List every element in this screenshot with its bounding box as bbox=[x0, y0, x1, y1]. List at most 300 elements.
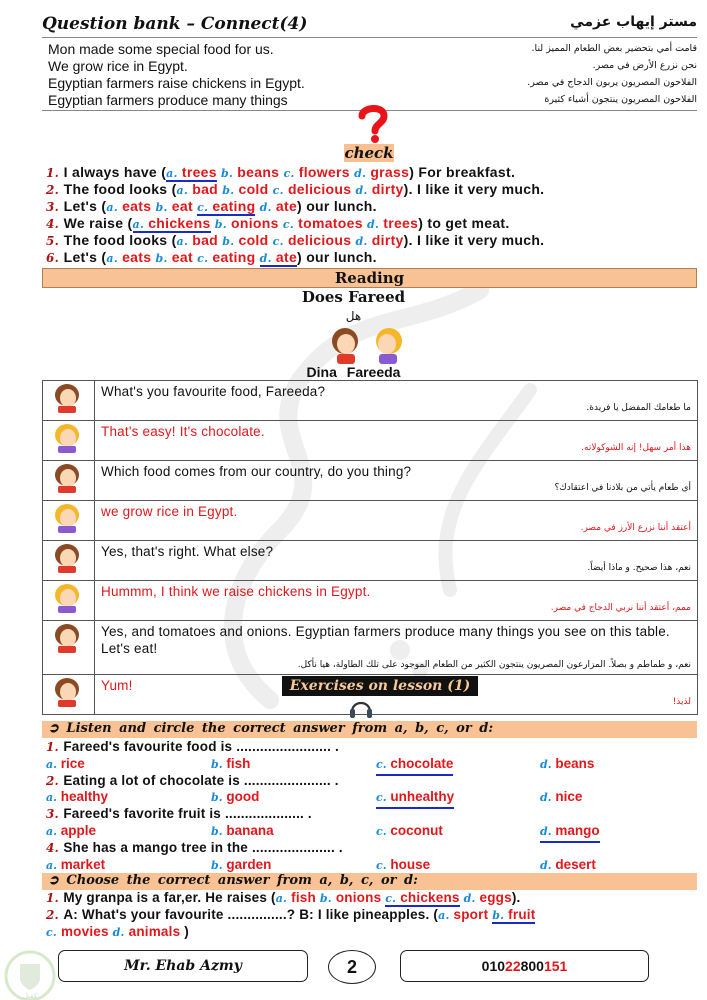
character-names bbox=[0, 364, 707, 380]
vocab-english: Egyptian farmers raise chickens in Egypt. bbox=[48, 74, 305, 91]
answer-option-correct[interactable] bbox=[376, 789, 454, 809]
dialog-text-cell bbox=[95, 421, 698, 461]
option-letter: d. bbox=[540, 858, 556, 872]
answer-option-correct[interactable] bbox=[376, 756, 453, 776]
exercise-question bbox=[46, 890, 696, 907]
option-word: onions bbox=[335, 890, 382, 905]
option-letter: b. bbox=[319, 892, 336, 905]
option-word: trees bbox=[383, 215, 419, 231]
option-word: animals bbox=[128, 923, 181, 939]
answer-option-correct[interactable] bbox=[492, 907, 535, 924]
character-name: Fareeda bbox=[346, 364, 401, 380]
option-word: sport bbox=[453, 906, 489, 922]
option-word: tomatoes bbox=[298, 215, 363, 231]
answer-option[interactable] bbox=[106, 198, 151, 214]
question-text: My granpa is a far,er. He raises bbox=[63, 890, 272, 905]
options-row bbox=[46, 823, 696, 840]
answer-option[interactable] bbox=[376, 823, 443, 841]
question-number: 2. bbox=[46, 907, 64, 922]
dialog-arabic: هذا أمر سهل! إنه الشوكولاته. bbox=[581, 443, 691, 453]
listen-instruction: Listen and circle the correct answer from a, b, c, or d: bbox=[66, 721, 494, 736]
option-word: nice bbox=[555, 789, 583, 805]
dialog-row bbox=[43, 581, 698, 621]
option-word: apple bbox=[60, 822, 97, 838]
option-letter: d. bbox=[355, 235, 372, 248]
answer-option[interactable] bbox=[211, 823, 274, 841]
answer-option[interactable] bbox=[540, 789, 582, 807]
speaker-b-label: B: bbox=[299, 906, 314, 922]
option-letter: a. bbox=[106, 201, 123, 214]
paren-open: ( bbox=[433, 906, 439, 922]
exercises-title: Exercises on lesson (1) bbox=[282, 676, 478, 696]
answer-option[interactable] bbox=[276, 890, 316, 905]
option-word: eats bbox=[122, 198, 152, 214]
dialog-text-cell bbox=[95, 541, 698, 581]
option-word: bad bbox=[192, 181, 219, 197]
speaker-cell bbox=[43, 675, 95, 715]
option-word: unhealthy bbox=[390, 789, 455, 805]
answer-option[interactable] bbox=[320, 890, 381, 905]
answer-option[interactable] bbox=[222, 181, 268, 197]
dialog-english: That's easy! It's chocolate. bbox=[101, 424, 265, 439]
answer-option[interactable] bbox=[46, 756, 85, 774]
option-letter: a. bbox=[46, 791, 61, 805]
option-word: eating bbox=[212, 249, 256, 265]
dina-avatar-icon bbox=[47, 677, 87, 707]
option-word: fish bbox=[226, 755, 251, 771]
question-text: to get meat. bbox=[423, 215, 510, 231]
svg-text:كفيل: كفيل bbox=[22, 992, 38, 1000]
page-number: 2 bbox=[328, 950, 376, 984]
vocab-row bbox=[42, 74, 697, 91]
option-letter: d. bbox=[367, 218, 384, 231]
question-number: 5. bbox=[46, 234, 64, 248]
vocab-arabic: قامت أمي بتحضير بعض الطعام المميز لنا. bbox=[531, 43, 697, 54]
dialog-english: Hummm, I think we raise chickens in Egypt. bbox=[101, 584, 371, 599]
paren-open: ( bbox=[101, 249, 107, 265]
exercise-question bbox=[46, 739, 696, 756]
question-number: 1. bbox=[46, 166, 64, 180]
question-text: our lunch. bbox=[302, 198, 377, 214]
option-letter: d. bbox=[540, 791, 556, 805]
phone-digits: 010 bbox=[481, 958, 506, 974]
option-letter: c. bbox=[283, 167, 299, 180]
option-word: eat bbox=[171, 198, 193, 214]
fareeda-avatar-icon bbox=[47, 503, 87, 533]
option-word: onions bbox=[231, 215, 279, 231]
vocab-row bbox=[42, 57, 697, 74]
option-word: delicious bbox=[287, 232, 352, 248]
page-header bbox=[42, 12, 697, 38]
option-letter: d. bbox=[259, 252, 276, 265]
option-word: eating bbox=[212, 198, 256, 214]
reading-title-arabic: هل bbox=[345, 309, 362, 323]
option-letter: a. bbox=[46, 757, 61, 771]
option-word: trees bbox=[181, 164, 217, 180]
answer-option-correct[interactable] bbox=[166, 164, 217, 182]
headphones-icon bbox=[349, 697, 373, 719]
option-letter: c. bbox=[376, 757, 391, 771]
question-text: I always have bbox=[63, 164, 162, 180]
dialog-arabic: ممم، أعتقد أننا نربي الدجاج في مصر. bbox=[550, 603, 691, 613]
question-text: The food looks bbox=[63, 232, 172, 248]
option-word: chickens bbox=[148, 215, 211, 231]
paren-close: ) bbox=[184, 923, 189, 939]
question-text: I like pineapples. bbox=[313, 906, 434, 922]
option-word: flowers bbox=[298, 164, 350, 180]
check-label: check bbox=[344, 144, 394, 162]
option-word: beans bbox=[555, 755, 595, 771]
option-letter: c. bbox=[272, 235, 288, 248]
speaker-cell bbox=[43, 421, 95, 461]
option-word: dirty bbox=[371, 232, 404, 248]
option-word: movies bbox=[60, 923, 109, 939]
page-title: Question bank – Connect(4) bbox=[42, 14, 308, 34]
dina-avatar-icon bbox=[47, 463, 87, 493]
question-text: Let's bbox=[63, 198, 102, 214]
option-letter: d. bbox=[354, 167, 371, 180]
option-letter: a. bbox=[46, 858, 61, 872]
question-text: For breakfast. bbox=[414, 164, 516, 180]
option-letter: d. bbox=[540, 824, 556, 838]
author-arabic: مستر إيهاب عزمي bbox=[570, 14, 697, 30]
option-word: coconut bbox=[390, 822, 443, 838]
option-word: house bbox=[390, 856, 431, 872]
option-letter: c. bbox=[197, 201, 213, 214]
answer-option[interactable] bbox=[215, 215, 279, 231]
option-letter: a. bbox=[106, 252, 123, 265]
question-number: 1. bbox=[46, 740, 64, 754]
answer-option[interactable] bbox=[156, 198, 193, 214]
paren-close: ) bbox=[403, 181, 409, 197]
answer-option[interactable] bbox=[260, 198, 297, 214]
option-letter: b. bbox=[211, 757, 227, 771]
question-text: our lunch. bbox=[302, 249, 377, 265]
options-row bbox=[46, 789, 696, 806]
speaker-cell bbox=[43, 501, 95, 541]
paren-close: ) bbox=[297, 198, 302, 214]
option-letter: d. bbox=[112, 925, 129, 939]
answer-option[interactable] bbox=[222, 232, 268, 248]
dina-avatar-icon bbox=[332, 328, 358, 364]
option-word: rice bbox=[60, 755, 85, 771]
answer-option[interactable] bbox=[177, 232, 218, 248]
question-text: Eating a lot of chocolate is ...................... . bbox=[63, 772, 339, 788]
option-word: grass bbox=[370, 164, 410, 180]
option-word: chickens bbox=[400, 890, 460, 905]
choose-instruction-band bbox=[42, 873, 697, 890]
answer-option[interactable] bbox=[106, 249, 151, 265]
speaker-cell bbox=[43, 381, 95, 421]
fareeda-avatar-icon bbox=[376, 328, 402, 364]
answer-option[interactable] bbox=[273, 232, 352, 248]
answer-option[interactable] bbox=[367, 215, 418, 231]
dina-avatar-icon bbox=[47, 383, 87, 413]
answer-option[interactable] bbox=[540, 756, 594, 774]
question-number: 4. bbox=[46, 217, 64, 231]
option-word: good bbox=[226, 789, 260, 805]
check-question bbox=[46, 215, 686, 232]
answer-option[interactable] bbox=[273, 181, 352, 197]
dialog-english: Yes, and tomatoes and onions. Egyptian farmers produce many things you see on this table. Let's eat! bbox=[101, 624, 670, 656]
vocab-row bbox=[42, 40, 697, 57]
reading-band: Reading bbox=[42, 268, 697, 288]
reading-title: Does Fareed bbox=[301, 288, 406, 306]
option-letter: c. bbox=[46, 925, 61, 939]
option-letter: c. bbox=[272, 184, 288, 197]
dialog-english: Yum! bbox=[101, 678, 133, 693]
vocab-list bbox=[42, 40, 697, 111]
choose-questions bbox=[46, 890, 696, 940]
dialog-row bbox=[43, 501, 698, 541]
answer-option[interactable] bbox=[46, 924, 109, 939]
paren-open: ( bbox=[171, 181, 177, 197]
option-word: bad bbox=[192, 232, 219, 248]
answer-option[interactable] bbox=[354, 164, 409, 180]
answer-option[interactable] bbox=[46, 789, 108, 807]
option-letter: d. bbox=[259, 201, 276, 214]
option-word: eggs bbox=[479, 890, 512, 905]
option-letter: b. bbox=[221, 167, 238, 180]
option-word: dirty bbox=[371, 181, 404, 197]
answer-option[interactable] bbox=[46, 857, 105, 875]
dialog-english: Which food comes from our country, do you thing? bbox=[101, 464, 412, 479]
question-number: 3. bbox=[46, 200, 64, 214]
answer-option[interactable] bbox=[376, 857, 430, 875]
exercise-question-continued bbox=[46, 924, 696, 941]
options-row bbox=[46, 756, 696, 773]
answer-option[interactable] bbox=[356, 232, 404, 248]
option-word: fruit bbox=[508, 906, 536, 922]
question-text: She has a mango tree in the ..................... . bbox=[63, 839, 343, 855]
answer-option[interactable] bbox=[211, 789, 259, 807]
answer-option-correct[interactable] bbox=[385, 890, 459, 907]
answer-option[interactable] bbox=[438, 907, 488, 922]
question-number: 2. bbox=[46, 183, 64, 197]
dialog-arabic: أي طعام يأتي من بلادنا في اعتقادك؟ bbox=[554, 483, 691, 493]
check-list bbox=[46, 164, 686, 266]
question-text: . I like it very much. bbox=[408, 232, 545, 248]
paren-open: ( bbox=[271, 890, 276, 905]
dialog-arabic: أعتقد أننا نزرع الأرز في مصر. bbox=[580, 523, 691, 533]
speaker-cell bbox=[43, 621, 95, 675]
dialog-text-cell bbox=[95, 381, 698, 421]
check-question bbox=[46, 249, 686, 266]
option-word: mango bbox=[555, 822, 600, 838]
option-letter: a. bbox=[132, 218, 149, 231]
answer-option[interactable] bbox=[464, 890, 512, 905]
answer-option-correct[interactable] bbox=[197, 198, 255, 216]
dialog-text-cell bbox=[95, 621, 698, 675]
option-letter: a. bbox=[176, 235, 193, 248]
option-letter: c. bbox=[197, 252, 213, 265]
option-letter: c. bbox=[282, 218, 299, 231]
paren-close: ) bbox=[409, 164, 415, 180]
option-letter: b. bbox=[155, 252, 172, 265]
kafeel-logo-icon bbox=[4, 950, 56, 1000]
answer-option-correct[interactable] bbox=[133, 215, 211, 233]
dialog-row bbox=[43, 461, 698, 501]
question-text: The food looks bbox=[63, 181, 172, 197]
dialog-row bbox=[43, 541, 698, 581]
arrow-right-icon: ➲ bbox=[48, 873, 67, 888]
option-letter: b. bbox=[222, 235, 239, 248]
check-question bbox=[46, 232, 686, 249]
dialog-english: What's you favourite food, Fareeda? bbox=[101, 384, 326, 399]
option-letter: b. bbox=[214, 218, 231, 231]
paren-open: ( bbox=[127, 215, 133, 231]
answer-option[interactable] bbox=[197, 249, 255, 265]
option-word: ate bbox=[275, 198, 298, 214]
vocab-english: We grow rice in Egypt. bbox=[48, 57, 188, 74]
question-text: We raise bbox=[63, 215, 128, 231]
option-letter: b. bbox=[211, 824, 227, 838]
dina-avatar-icon bbox=[47, 623, 87, 653]
answer-option[interactable] bbox=[221, 164, 279, 180]
choose-instruction: Choose the correct answer from a, b, c, or d: bbox=[66, 873, 418, 888]
check-question bbox=[46, 198, 686, 215]
option-letter: b. bbox=[492, 908, 509, 922]
dialog-text-cell bbox=[95, 461, 698, 501]
vocab-english: Egyptian farmers produce many things bbox=[48, 91, 288, 108]
option-word: beans bbox=[237, 164, 280, 180]
exercise-question bbox=[46, 907, 696, 924]
option-word: desert bbox=[555, 856, 596, 872]
question-text: Let's bbox=[63, 249, 102, 265]
check-question bbox=[46, 164, 686, 181]
question-text: Fareed's favourite food is ........................ . bbox=[63, 739, 339, 754]
option-word: eats bbox=[122, 249, 152, 265]
character-name: Dina bbox=[306, 364, 337, 380]
question-text: . bbox=[516, 890, 521, 905]
options-row bbox=[46, 857, 696, 874]
exercise-question bbox=[46, 806, 696, 823]
dialog-row bbox=[43, 381, 698, 421]
option-letter: a. bbox=[275, 892, 292, 905]
dina-avatar-icon bbox=[47, 543, 87, 573]
answer-option[interactable] bbox=[177, 181, 218, 197]
vocab-arabic: الفلاحون المصريون يربون الدجاج في مصر. bbox=[527, 77, 697, 88]
speaker-cell bbox=[43, 581, 95, 621]
option-word: healthy bbox=[60, 789, 109, 805]
paren-close: ) bbox=[297, 249, 302, 265]
phone-digits: 151 bbox=[543, 958, 568, 974]
option-word: cold bbox=[238, 232, 269, 248]
option-letter: a. bbox=[438, 908, 454, 922]
option-letter: c. bbox=[376, 824, 391, 838]
speaker-cell bbox=[43, 461, 95, 501]
option-word: fish bbox=[291, 890, 316, 905]
answer-option[interactable] bbox=[283, 164, 349, 180]
arrow-right-icon: ➲ bbox=[48, 721, 67, 736]
dialog-english: Yes, that's right. What else? bbox=[101, 544, 274, 559]
speaker-cell bbox=[43, 541, 95, 581]
paren-close: ) bbox=[403, 232, 409, 248]
dialog-table bbox=[42, 380, 698, 715]
paren-open: ( bbox=[101, 198, 107, 214]
option-letter: a. bbox=[166, 167, 182, 180]
option-word: eat bbox=[171, 249, 193, 265]
characters-illustration bbox=[325, 326, 415, 364]
dialog-arabic: نعم، هذا صحيح. و ماذا أيضاً. bbox=[587, 563, 691, 573]
option-letter: d. bbox=[463, 892, 480, 905]
paren-open: ( bbox=[171, 232, 177, 248]
option-letter: d. bbox=[355, 184, 372, 197]
option-letter: d. bbox=[540, 757, 556, 771]
phone-digits: 800 bbox=[520, 958, 544, 974]
footer-author-name: Mr. Ehab Azmy bbox=[58, 950, 308, 982]
question-mark-icon bbox=[353, 103, 393, 143]
option-letter: c. bbox=[376, 791, 391, 805]
option-letter: a. bbox=[46, 824, 61, 838]
option-word: ate bbox=[275, 249, 298, 265]
question-number: 2. bbox=[46, 773, 64, 788]
option-letter: b. bbox=[155, 201, 172, 214]
question-number: 3. bbox=[46, 807, 64, 822]
option-word: cold bbox=[238, 181, 269, 197]
question-number: 6. bbox=[46, 251, 64, 265]
vocab-english: Mon made some special food for us. bbox=[48, 40, 274, 57]
question-number: 1. bbox=[46, 891, 64, 905]
dialog-text-cell bbox=[95, 501, 698, 541]
option-word: banana bbox=[226, 822, 274, 838]
paren-open: ( bbox=[161, 164, 167, 180]
exercise-question bbox=[46, 773, 696, 790]
option-letter: c. bbox=[385, 892, 401, 905]
listen-questions bbox=[46, 739, 696, 873]
footer-phone-number bbox=[400, 950, 649, 982]
dialog-arabic: لذيذ! bbox=[672, 697, 691, 707]
answer-option[interactable] bbox=[113, 924, 181, 939]
option-letter: a. bbox=[176, 184, 193, 197]
answer-option[interactable] bbox=[46, 823, 96, 841]
answer-option[interactable] bbox=[540, 857, 596, 875]
listen-instruction-band bbox=[42, 721, 697, 738]
speaker-a-label: A: bbox=[63, 906, 78, 922]
option-word: garden bbox=[226, 856, 272, 872]
fareeda-avatar-icon bbox=[47, 423, 87, 453]
question-text: . I like it very much. bbox=[408, 181, 545, 197]
option-word: chocolate bbox=[390, 755, 454, 771]
fareeda-avatar-icon bbox=[47, 583, 87, 613]
answer-option[interactable] bbox=[356, 181, 404, 197]
dialog-english: we grow rice in Egypt. bbox=[101, 504, 238, 519]
phone-digits: 22 bbox=[505, 958, 521, 974]
question-text: What's your favourite ...............? bbox=[77, 906, 300, 922]
dialog-arabic: نعم، و طماطم و بصلاً. المزارعون المصريون ينتجون الكثير من الطعام الموجود على تلك الطاولة، هيا نأكل. bbox=[297, 660, 691, 670]
option-letter: b. bbox=[211, 791, 227, 805]
paren-close: ) bbox=[511, 890, 517, 905]
option-word: market bbox=[60, 856, 106, 872]
vocab-arabic: نحن نزرع الأرض في مصر. bbox=[592, 60, 697, 71]
answer-option-correct[interactable] bbox=[540, 823, 600, 843]
question-number: 4. bbox=[46, 840, 64, 855]
option-letter: c. bbox=[376, 858, 391, 872]
dialog-arabic: ما طعامك المفضل يا فريدة. bbox=[586, 403, 691, 413]
answer-option[interactable] bbox=[156, 249, 193, 265]
answer-option-correct[interactable] bbox=[260, 249, 297, 267]
answer-option[interactable] bbox=[283, 215, 363, 231]
paren-close: ) bbox=[418, 215, 424, 231]
answer-option[interactable] bbox=[211, 756, 250, 774]
dialog-row bbox=[43, 621, 698, 675]
option-letter: b. bbox=[222, 184, 239, 197]
dialog-row bbox=[43, 421, 698, 461]
dialog-text-cell bbox=[95, 581, 698, 621]
vocab-arabic: الفلاحون المصريون ينتجون أشياء كثيرة bbox=[544, 94, 697, 105]
check-question bbox=[46, 181, 686, 198]
question-text: Fareed's favorite fruit is .................... . bbox=[63, 806, 312, 822]
